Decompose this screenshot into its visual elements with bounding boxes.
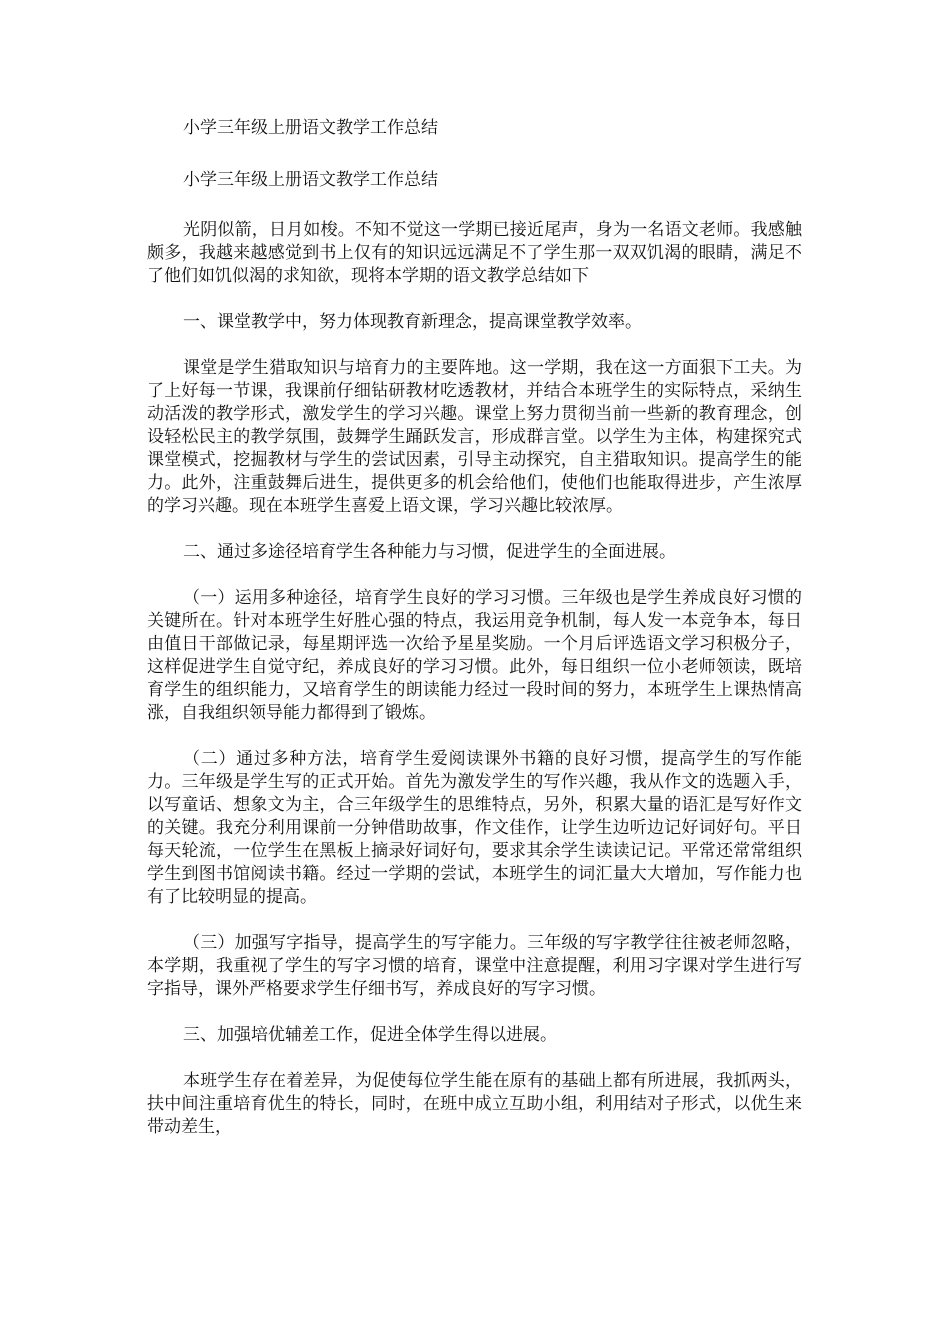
section-1-paragraph: 课堂是学生猎取知识与培育力的主要阵地。这一学期，我在这一方面狠下工夫。为了上好每一节课，我课前仔细钻研教材吃透教材，并结合本班学生的实际特点，采纳生动活泼的教学形式，激发学生的学习兴趣。课堂上努力贯彻当前一些新的教育理念，创设轻松民主的教学氛围，鼓舞学生踊跃发言，形成群言堂。以学生为主体，构建探究式课堂模式，挖掘教材与学生的尝试因素，引导主动探究，自主猎取知识。提高学生的能力。此外，注重鼓舞后进生，提供更多的机会给他们，使他们也能取得进步，产生浓厚的学习兴趣。现在本班学生喜爱上语文课，学习兴趣比较浓厚。 xyxy=(147,358,802,516)
section-2-subsection-3: （三）加强写字指导，提高学生的写字能力。三年级的写字教学往往被老师忽略，本学期，我重视了学生的写字习惯的培育，课堂中注意提醒，利用习字课对学生进行写字指导，课外严格要求学生仔细书写，养成良好的写字习惯。 xyxy=(147,933,802,999)
section-3-paragraph: 本班学生存在着差异，为促使每位学生能在原有的基础上都有所进展，我抓两头，扶中间注重培育优生的特长，同时，在班中成立互助小组，利用结对子形式，以优生来带动差生， xyxy=(147,1071,802,1137)
section-3-heading: 三、加强培优辅差工作，促进全体学生得以进展。 xyxy=(183,1025,557,1045)
intro-paragraph: 光阴似箭，日月如梭。不知不觉这一学期已接近尾声，身为一名语文老师。我感触颇多，我越来越感觉到书上仅有的知识远远满足不了学生那一双双饥渴的眼睛，满足不了他们如饥似渴的求知欲，现将本学期的语文教学总结如下 xyxy=(147,220,802,286)
document-body xyxy=(147,115,802,1162)
document-subtitle: 小学三年级上册语文教学工作总结 xyxy=(183,170,438,190)
section-2-subsection-2: （二）通过多种方法，培育学生爱阅读课外书籍的良好习惯，提高学生的写作能力。三年级是学生写的正式开始。首先为激发学生的写作兴趣，我从作文的选题入手，以写童话、想象文为主，合三年级学生的思维特点，另外，积累大量的语汇是写好作文的关键。我充分利用课前一分钟借助故事，作文佳作，让学生边听边记好词好句。平日每天轮流，一位学生在黑板上摘录好词好句，要求其余学生读读记记。平常还常常组织学生到图书馆阅读书籍。经过一学期的尝试，本班学生的词汇量大大增加，写作能力也有了比较明显的提高。 xyxy=(147,749,802,907)
document-title: 小学三年级上册语文教学工作总结 xyxy=(183,118,438,138)
section-1-heading: 一、课堂教学中，努力体现教育新理念，提高课堂教学效率。 xyxy=(183,312,642,332)
section-2-heading: 二、通过多途径培育学生各种能力与习惯，促进学生的全面进展。 xyxy=(183,542,676,562)
section-2-subsection-1: （一）运用多种途径，培育学生良好的学习习惯。三年级也是学生养成良好习惯的关键所在。针对本班学生好胜心强的特点，我运用竞争机制，每人发一本竞争本，每日由值日干部做记录，每星期评选一次给予星星奖励。一个月后评选语文学习积极分子，这样促进学生自觉守纪，养成良好的学习习惯。此外，每日组织一位小老师领读，既培育学生的组织能力，又培育学生的朗读能力经过一段时间的努力，本班学生上课热情高涨，自我组织领导能力都得到了锻炼。 xyxy=(147,588,802,723)
